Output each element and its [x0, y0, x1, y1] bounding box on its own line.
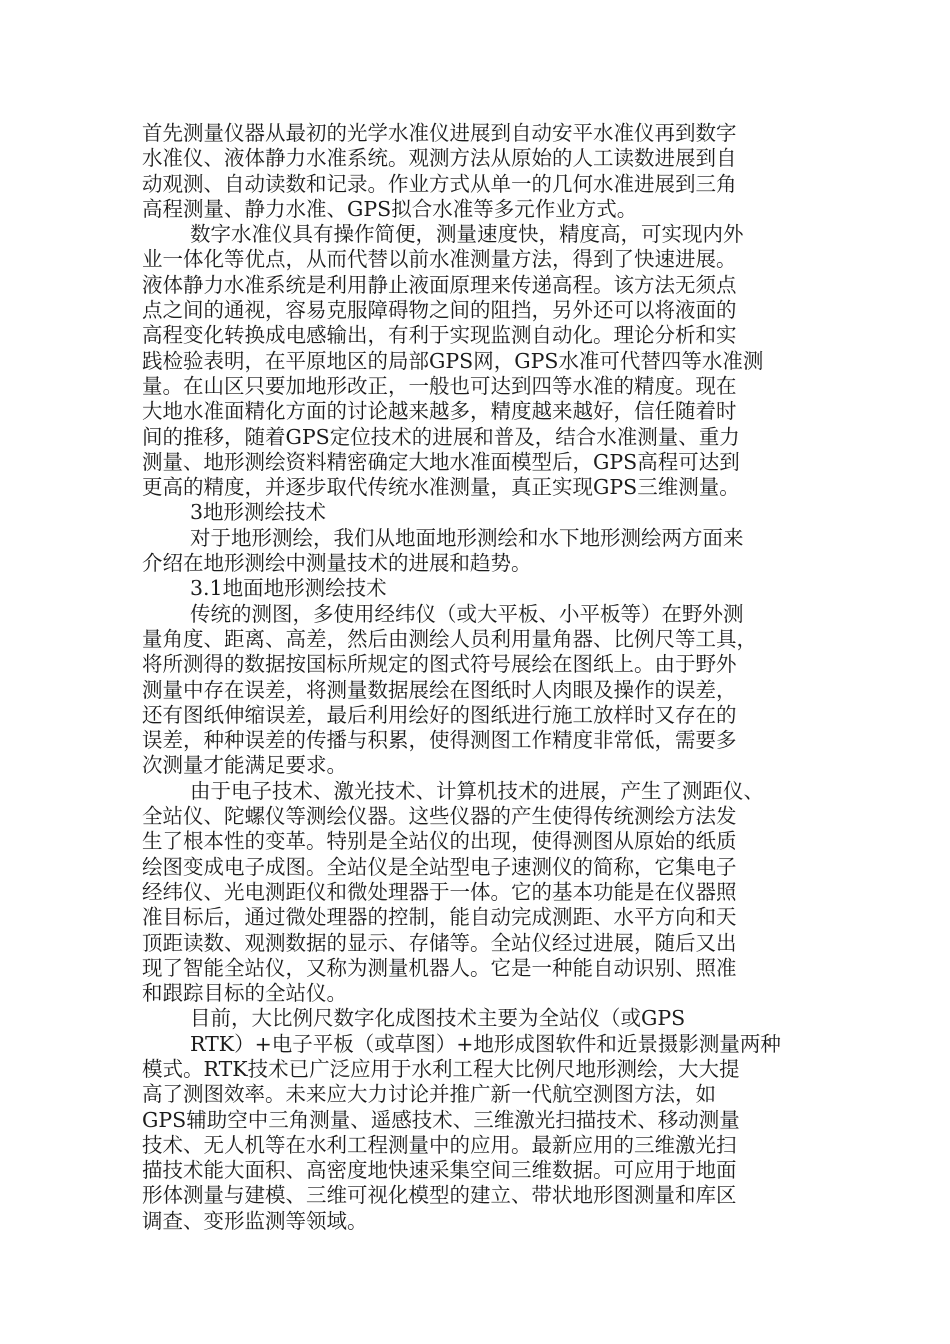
text-line: 生了根本性的变革。特别是全站仪的出现，使得测图从原始的纸质 [142, 829, 737, 854]
text-line: 和跟踪目标的全站仪。 [142, 981, 347, 1006]
text-line: 顶距读数、观测数据的显示、存储等。全站仪经过进展，随后又出 [142, 930, 737, 955]
text-line: 将所测得的数据按国标所规定的图式符号展绘在图纸上。由于野外 [142, 652, 737, 677]
text-line: 传统的测图，多使用经纬仪（或大平板、小平板等）在野外测 [190, 601, 744, 626]
text-line: 间的推移，随着GPS定位技术的进展和普及，结合水准测量、重力 [142, 424, 740, 449]
text-line: 调查、变形监测等领域。 [142, 1208, 368, 1233]
text-line: 3地形测绘技术 [190, 500, 327, 525]
text-line: 高了测图效率。未来应大力讨论并推广新一代航空测图方法，如 [142, 1082, 716, 1107]
text-line: 目前，大比例尺数字化成图技术主要为全站仪（或GPS [190, 1006, 686, 1031]
text-line: 大地水准面精化方面的讨论越来越多，精度越来越好，信任随着时 [142, 399, 737, 424]
text-line: 全站仪、陀螺仪等测绘仪器。这些仪器的产生使得传统测绘方法发 [142, 804, 737, 829]
text-line: 绘图变成电子成图。全站仪是全站型电子速测仪的简称，它集电子 [142, 854, 737, 879]
text-line: 现了智能全站仪，又称为测量机器人。它是一种能自动识别、照准 [142, 955, 737, 980]
text-line: 量。在山区只要加地形改正，一般也可达到四等水准的精度。现在 [142, 373, 737, 398]
text-line: 技术、无人机等在水利工程测量中的应用。最新应用的三维激光扫 [142, 1132, 737, 1157]
text-line: 经纬仪、光电测距仪和微处理器于一体。它的基本功能是在仪器照 [142, 879, 737, 904]
text-line: 高程测量、静力水准、GPS拟合水准等多元作业方式。 [142, 196, 638, 221]
text-line: 由于电子技术、激光技术、计算机技术的进展，产生了测距仪、 [190, 778, 764, 803]
text-line: 误差，种种误差的传播与积累，使得测图工作精度非常低，需要多 [142, 728, 737, 753]
text-line: 形体测量与建模、三维可视化模型的建立、带状地形图测量和库区 [142, 1183, 737, 1208]
text-line: 测量中存在误差，将测量数据展绘在图纸时人肉眼及操作的误差， [142, 677, 737, 702]
text-line: 数字水准仪具有操作简便，测量速度快，精度高，可实现内外 [190, 222, 744, 247]
text-line: 介绍在地形测绘中测量技术的进展和趋势。 [142, 551, 532, 576]
document-body [142, 121, 802, 1234]
text-line: 3.1地面地形测绘技术 [190, 576, 387, 601]
text-line: 水准仪、液体静力水准系统。观测方法从原始的人工读数进展到自 [142, 146, 737, 171]
text-line: 次测量才能满足要求。 [142, 753, 347, 778]
text-line: 动观测、自动读数和记录。作业方式从单一的几何水准进展到三角 [142, 171, 737, 196]
text-line: GPS辅助空中三角测量、遥感技术、三维激光扫描技术、移动测量 [142, 1107, 740, 1132]
text-line: 更高的精度，并逐步取代传统水准测量，真正实现GPS三维测量。 [142, 475, 740, 500]
text-line: 业一体化等优点，从而代替以前水准测量方法，得到了快速进展。 [142, 247, 737, 272]
text-line: 还有图纸伸缩误差，最后利用绘好的图纸进行施工放样时又存在的 [142, 702, 737, 727]
text-line: 对于地形测绘，我们从地面地形测绘和水下地形测绘两方面来 [190, 525, 744, 550]
text-line: 高程变化转换成电感输出，有利于实现监测自动化。理论分析和实 [142, 323, 737, 348]
text-line: 准目标后，通过微处理器的控制，能自动完成测距、水平方向和天 [142, 905, 737, 930]
text-line: 模式。RTK技术已广泛应用于水利工程大比例尺地形测绘，大大提 [142, 1056, 740, 1081]
text-line: RTK）+电子平板（或草图）+地形成图软件和近景摄影测量两种 [190, 1031, 781, 1056]
text-line: 首先测量仪器从最初的光学水准仪进展到自动安平水准仪再到数字 [142, 121, 737, 145]
text-line: 测量、地形测绘资料精密确定大地水准面模型后，GPS高程可达到 [142, 449, 740, 474]
text-line: 量角度、距离、高差，然后由测绘人员利用量角器、比例尺等工具， [142, 626, 757, 651]
text-line: 点之间的通视，容易克服障碍物之间的阻挡，另外还可以将液面的 [142, 298, 737, 323]
text-line: 液体静力水准系统是利用静止液面原理来传递高程。该方法无须点 [142, 272, 737, 297]
text-line: 践检验表明，在平原地区的局部GPS网，GPS水准可代替四等水准测 [142, 348, 764, 373]
text-line: 描技术能大面积、高密度地快速采集空间三维数据。可应用于地面 [142, 1158, 737, 1183]
